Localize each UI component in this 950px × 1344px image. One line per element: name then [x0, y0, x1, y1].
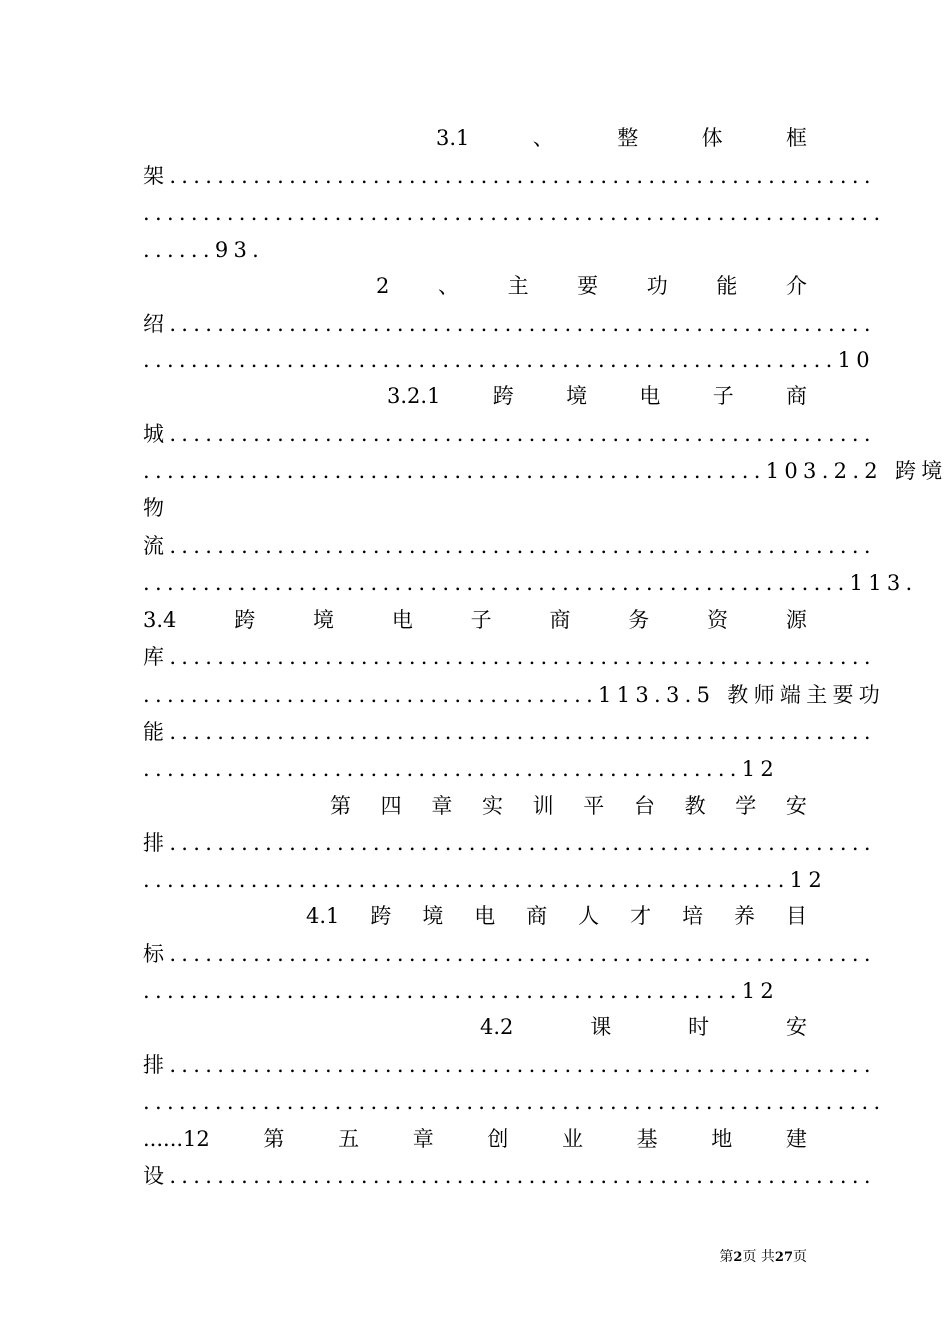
- toc-page-ref: ......................................................12: [143, 868, 827, 892]
- toc-token: 整: [617, 126, 639, 150]
- toc-token: 3.1: [436, 126, 470, 150]
- toc-line-3-2-2-dots: 流...........................................................: [143, 534, 876, 558]
- toc-token: 3.2.1: [387, 384, 441, 408]
- toc-token: 子: [470, 608, 492, 632]
- toc-line-3-2-dots: 绍...........................................................: [143, 312, 876, 336]
- toc-line-3-5-dots: 能...........................................................: [143, 720, 876, 744]
- toc-page-ref: ..................................................12: [143, 757, 780, 781]
- toc-line-chapter-5: [143, 1123, 807, 1155]
- toc-token: 第: [263, 1127, 285, 1151]
- toc-token: 商: [526, 904, 548, 928]
- toc-line-4-2-dots: 排...........................................................: [143, 1053, 876, 1077]
- toc-line-chapter-4-dots: 排...........................................................: [143, 831, 876, 855]
- toc-token: 境: [422, 904, 444, 928]
- toc-token: 第: [330, 794, 351, 818]
- toc-token: 框: [785, 126, 807, 150]
- toc-token: 、: [437, 274, 459, 298]
- toc-token: 主: [507, 274, 529, 298]
- toc-token: 养: [734, 904, 756, 928]
- toc-token: 训: [532, 794, 554, 818]
- toc-page-ref: ......93.: [143, 238, 265, 262]
- toc-line-3-2-1: [387, 380, 807, 412]
- toc-token: 4.2: [480, 1015, 514, 1039]
- toc-token: 创: [487, 1127, 509, 1151]
- toc-page-ref: ..........................................................10: [143, 348, 875, 372]
- toc-token: 要: [577, 274, 599, 298]
- toc-token: 教: [684, 794, 706, 818]
- toc-token: 四: [380, 794, 402, 818]
- toc-page-ref: ..................................................12: [143, 979, 780, 1003]
- toc-line-3-4: [143, 604, 807, 636]
- toc-token: 跨: [492, 384, 514, 408]
- toc-token: 子: [712, 384, 734, 408]
- footer-total-pages: 27: [774, 1250, 793, 1265]
- toc-token: 课: [590, 1015, 612, 1039]
- toc-line-3-1-dots: 架...........................................................: [143, 164, 876, 188]
- toc-token: 人: [578, 904, 600, 928]
- toc-token: 目: [785, 904, 807, 928]
- toc-token: 安: [785, 1015, 807, 1039]
- toc-token: 电: [474, 904, 496, 928]
- toc-token: 安: [785, 794, 807, 818]
- toc-page-ref: ....................................................103.2.2 跨境: [143, 459, 948, 483]
- toc-token: 平: [583, 794, 605, 818]
- toc-token: 跨: [234, 608, 256, 632]
- toc-token: 商: [549, 608, 571, 632]
- toc-token: 才: [630, 904, 652, 928]
- toc-token: 功: [646, 274, 668, 298]
- toc-token: 学: [735, 794, 757, 818]
- toc-line-chapter-5-dots: 设...........................................................: [143, 1164, 876, 1188]
- toc-token: 地: [711, 1127, 733, 1151]
- toc-token: 资: [707, 608, 729, 632]
- toc-line-3-4-dots: 库...........................................................: [143, 645, 876, 669]
- toc-line-3-1: [436, 122, 807, 154]
- toc-token: 实: [481, 794, 503, 818]
- toc-page-ref: ......................................113.3.5 教师端主要功: [143, 683, 886, 707]
- footer-prefix: 第: [719, 1249, 734, 1265]
- toc-token: 务: [628, 608, 650, 632]
- toc-token: 、: [532, 126, 554, 150]
- toc-page-ref: ...........................................................113.: [143, 571, 918, 595]
- toc-line-3-2: [376, 270, 807, 302]
- toc-token: 境: [566, 384, 588, 408]
- toc-line-4-2: [480, 1011, 807, 1043]
- footer-suffix: 页: [793, 1249, 807, 1265]
- toc-line-text: 物: [143, 496, 164, 520]
- toc-token: 基: [636, 1127, 658, 1151]
- toc-token: 章: [412, 1127, 434, 1151]
- toc-token: 电: [391, 608, 413, 632]
- toc-dots: ..............................................................: [143, 1090, 886, 1114]
- toc-token: 业: [561, 1127, 583, 1151]
- toc-token: 3.4: [143, 608, 177, 632]
- toc-line-chapter-4: [330, 790, 807, 822]
- toc-token: 台: [633, 794, 655, 818]
- toc-token: 介: [785, 274, 807, 298]
- toc-token: 建: [785, 1127, 807, 1151]
- toc-dots: ..............................................................: [143, 201, 886, 225]
- toc-token: 跨: [370, 904, 392, 928]
- toc-line-4-1-dots: 标...........................................................: [143, 942, 876, 966]
- toc-token: 时: [688, 1015, 710, 1039]
- toc-line-4-1: [306, 900, 807, 932]
- toc-token: 电: [639, 384, 661, 408]
- footer-page-number: 2: [733, 1250, 743, 1265]
- footer-mid: 页 共: [742, 1249, 775, 1265]
- toc-token: 4.1: [306, 904, 340, 928]
- toc-token: 商: [786, 384, 807, 408]
- toc-token: 境: [313, 608, 335, 632]
- toc-token: 源: [785, 608, 807, 632]
- toc-token: 培: [682, 904, 704, 928]
- page-footer: [719, 1246, 807, 1266]
- toc-token: 2: [376, 274, 390, 298]
- toc-token: 体: [701, 126, 723, 150]
- toc-token: 五: [338, 1127, 360, 1151]
- toc-token: ......12: [143, 1127, 210, 1151]
- toc-token: 能: [716, 274, 738, 298]
- toc-token: 章: [431, 794, 453, 818]
- toc-line-3-2-1-dots: 城...........................................................: [143, 422, 876, 446]
